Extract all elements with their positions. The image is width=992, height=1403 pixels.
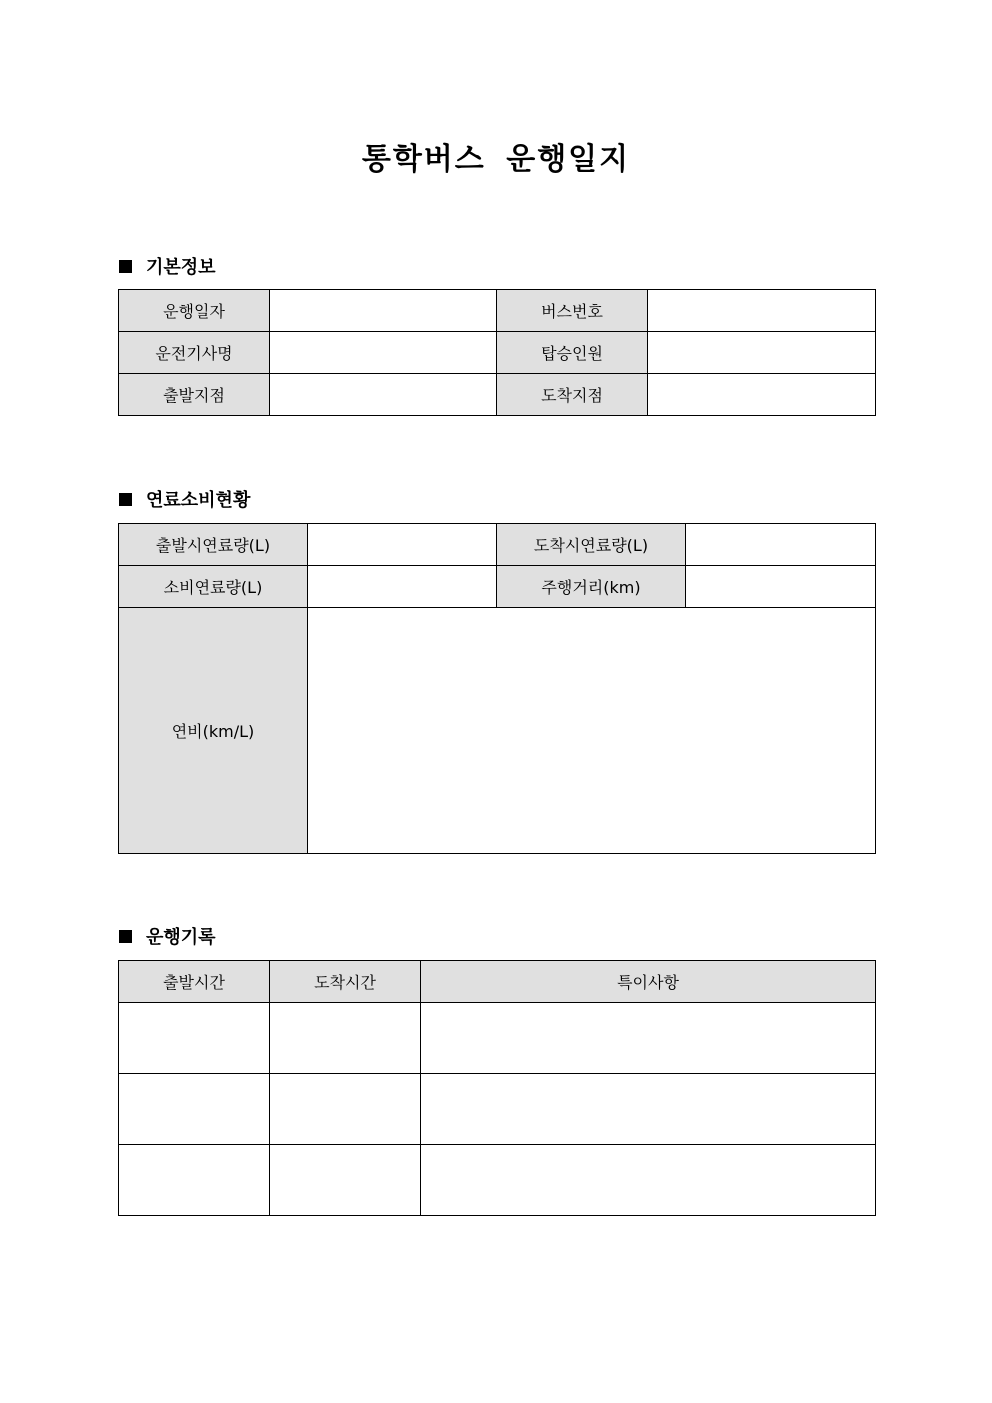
fuel-consumed-label: 소비연료량(L) [119,566,308,608]
passengers-field[interactable] [648,332,876,374]
arrival-time-header: 도착시간 [270,961,421,1003]
fuel-at-departure-field[interactable] [308,524,497,566]
passengers-label: 탑승인원 [497,332,648,374]
departure-time-cell[interactable] [119,1003,270,1074]
table-row [119,1003,876,1074]
table-row [119,524,876,566]
arrival-point-field[interactable] [648,374,876,416]
square-bullet-icon [119,930,132,943]
driver-name-label: 운전기사명 [119,332,270,374]
date-label: 운행일자 [119,290,270,332]
basic-info-table [118,289,876,416]
departure-time-header: 출발시간 [119,961,270,1003]
square-bullet-icon [119,260,132,273]
fuel-at-arrival-field[interactable] [686,524,876,566]
log-table [118,960,876,1216]
square-bullet-icon [119,493,132,506]
remarks-cell[interactable] [421,1145,876,1216]
fuel-table [118,523,876,854]
table-row [119,290,876,332]
departure-point-field[interactable] [270,374,497,416]
bus-number-label: 버스번호 [497,290,648,332]
efficiency-field[interactable] [308,608,876,854]
efficiency-label: 연비(km/L) [119,608,308,854]
fuel-at-arrival-label: 도착시연료량(L) [497,524,686,566]
table-row [119,1145,876,1216]
departure-point-label: 출발지점 [119,374,270,416]
departure-time-cell[interactable] [119,1145,270,1216]
log-heading-text: 운행기록 [146,927,216,948]
remarks-cell[interactable] [421,1074,876,1145]
remarks-header: 특이사항 [421,961,876,1003]
driver-name-field[interactable] [270,332,497,374]
departure-time-cell[interactable] [119,1074,270,1145]
table-row [119,608,876,854]
date-field[interactable] [270,290,497,332]
fuel-heading [119,486,250,512]
log-heading [119,923,216,949]
page-title: 통학버스 운행일지 [361,142,631,177]
arrival-time-cell[interactable] [270,1074,421,1145]
fuel-heading-text: 연료소비현황 [146,490,251,511]
table-row [119,332,876,374]
fuel-at-departure-label: 출발시연료량(L) [119,524,308,566]
arrival-time-cell[interactable] [270,1003,421,1074]
basic-info-heading-text: 기본정보 [146,257,216,278]
table-header-row [119,961,876,1003]
arrival-time-cell[interactable] [270,1145,421,1216]
arrival-point-label: 도착지점 [497,374,648,416]
basic-info-heading [119,253,216,279]
table-row [119,374,876,416]
distance-field[interactable] [686,566,876,608]
fuel-consumed-field[interactable] [308,566,497,608]
remarks-cell[interactable] [421,1003,876,1074]
table-row [119,566,876,608]
table-row [119,1074,876,1145]
bus-number-field[interactable] [648,290,876,332]
distance-label: 주행거리(km) [497,566,686,608]
